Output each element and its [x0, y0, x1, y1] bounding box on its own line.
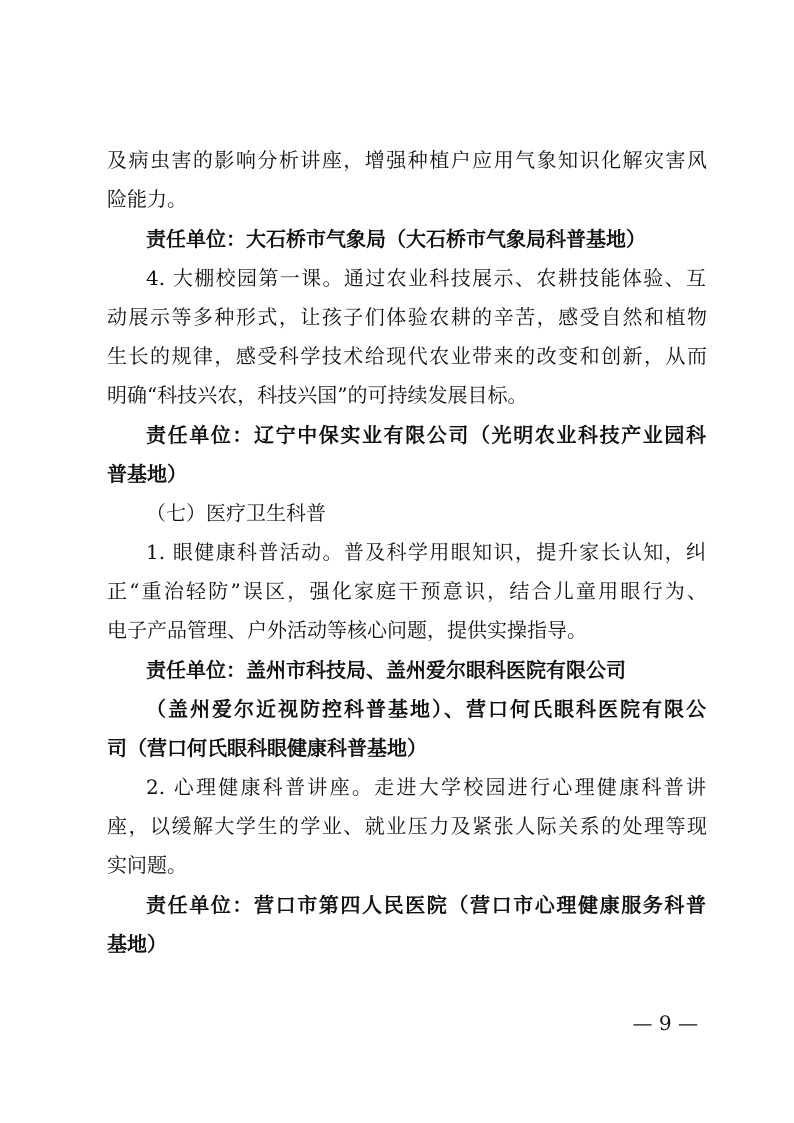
responsible-unit-line: 责任单位：营口市第四人民医院（营口市心理健康服务科普 [146, 893, 706, 917]
body-text-line: 及病虫害的影响分析讲座，增强种植户应用气象知识化解灾害风 [107, 148, 707, 172]
body-text-line: 明确“科技兴农，科技兴国”的可持续发展目标。 [107, 383, 528, 407]
responsible-unit-line: 普基地） [107, 462, 187, 486]
body-text-line: 动展示等多种形式，让孩子们体验农耕的辛苦，感受自然和植物 [107, 305, 707, 329]
responsible-unit-line: （盖州爱尔近视防控科普基地）、营口何氏眼科医院有限公 [146, 697, 706, 721]
responsible-unit-line: 责任单位：辽宁中保实业有限公司（光明农业科技产业园科 [146, 423, 706, 447]
body-text-line: 座，以缓解大学生的学业、就业压力及紧张人际关系的处理等现 [107, 814, 707, 838]
body-text-line: 电子产品管理、户外活动等核心问题，提供实操指导。 [107, 618, 587, 642]
item-heading-line: 2. 心理健康科普讲座。走进大学校园进行心理健康科普讲 [146, 775, 706, 799]
responsible-unit-line: 司（营口何氏眼科眼健康科普基地） [107, 736, 427, 760]
page-number: — 9 — [632, 1011, 698, 1035]
responsible-unit-line: 责任单位：大石桥市气象局（大石桥市气象局科普基地） [146, 227, 646, 251]
responsible-unit-line: 基地） [107, 932, 167, 956]
item-heading-line: 1. 眼健康科普活动。普及科学用眼知识，提升家长认知，纠 [146, 540, 706, 564]
responsible-unit-line: 责任单位：盖州市科技局、盖州爱尔眼科医院有限公司 [146, 658, 626, 682]
item-heading-line: 4. 大棚校园第一课。通过农业科技展示、农耕技能体验、互 [146, 266, 706, 290]
body-text-line: 正“重治轻防”误区，强化家庭干预意识，结合儿童用眼行为、 [107, 579, 707, 603]
section-heading: （七）医疗卫生科普 [146, 501, 326, 525]
body-text-line: 实问题。 [107, 853, 187, 877]
body-text-line: 险能力。 [107, 187, 187, 211]
body-text-line: 生长的规律，感受科学技术给现代农业带来的改变和创新，从而 [107, 344, 707, 368]
